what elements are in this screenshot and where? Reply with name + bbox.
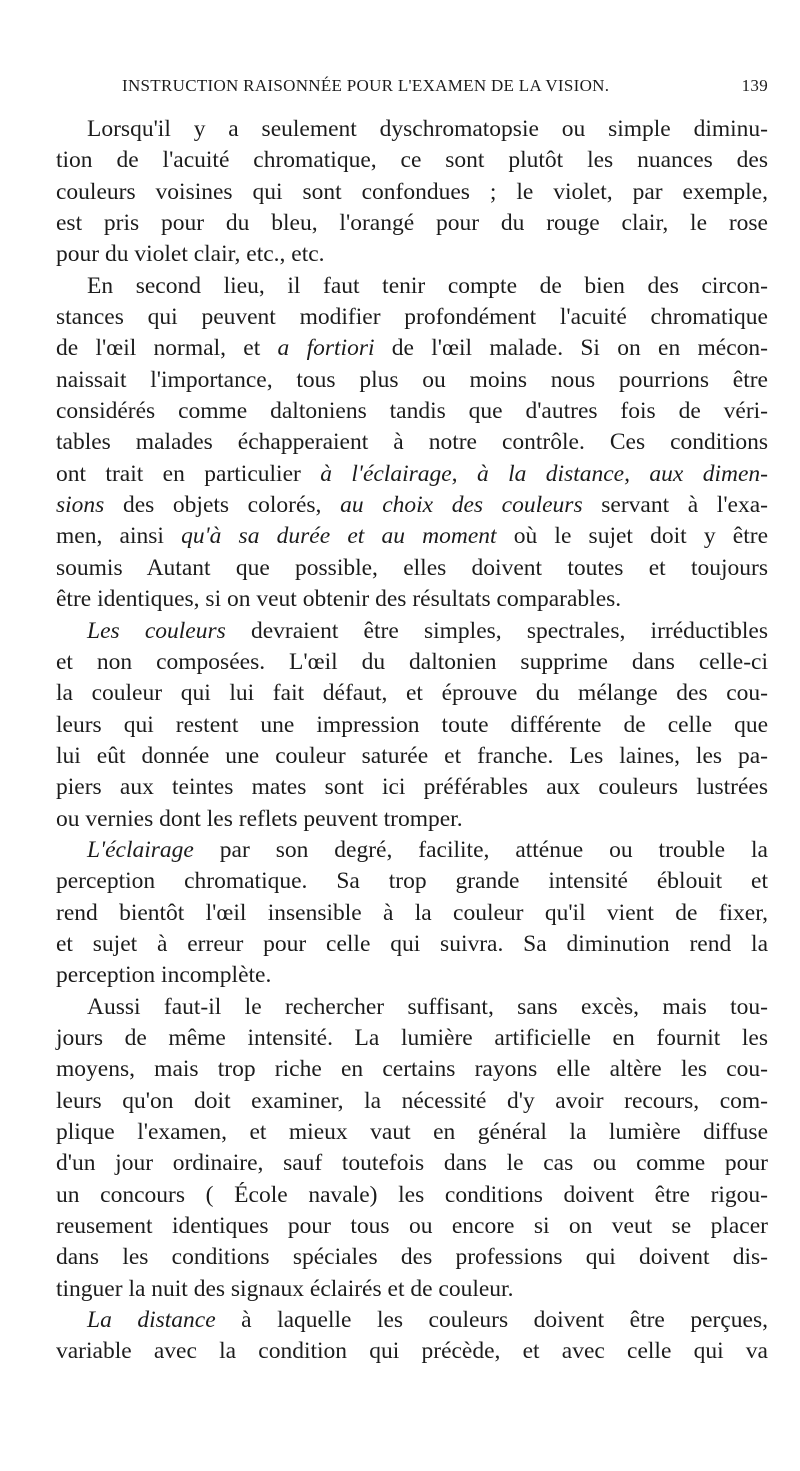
text-run: des objets colorés,	[104, 492, 341, 519]
italic-run: qu'à sa durée et au moment	[181, 523, 497, 550]
text-run: soumis Autant que possible, elles doivent toutes et toujours	[56, 554, 768, 581]
text-run: dans les conditions spéciales des professions qui doivent dis-	[56, 1244, 768, 1271]
text-run: et non composées. L'œil du daltonien supprime dans celle-ci	[56, 648, 768, 675]
text-line	[56, 772, 768, 803]
paragraph	[56, 992, 768, 1305]
page-number: 139	[741, 76, 768, 95]
text-line	[56, 208, 768, 239]
text-line	[56, 553, 768, 584]
text-run: où le sujet doit y être	[496, 523, 769, 550]
page-body	[56, 114, 768, 1368]
text-line	[56, 521, 768, 552]
text-run: considérés comme daltoniens tandis que d'autres fois de véri-	[56, 398, 768, 425]
text-run: servant à l'exa-	[582, 492, 768, 519]
text-line	[56, 898, 768, 929]
text-run: Aussi faut-il le rechercher suffisant, sans excès, mais tou-	[87, 993, 768, 1020]
text-run: Lorsqu'il y a seulement dyschromatopsie ou simple diminu-	[87, 116, 768, 142]
text-line	[56, 114, 768, 145]
text-run: devraient être simples, spectrales, irréductibles	[225, 617, 768, 644]
text-line	[56, 490, 768, 521]
text-line	[56, 1336, 768, 1367]
text-run: moyens, mais trop riche en certains rayons elle altère les cou-	[56, 1056, 768, 1083]
text-line	[56, 647, 768, 678]
text-line	[56, 145, 768, 176]
text-run: tinguer la nuit des signaux éclairés et de couleur.	[56, 1275, 514, 1302]
text-run: stances qui peuvent modifier profondément l'acuité chromatique	[56, 304, 768, 331]
italic-run: L'éclairage	[87, 836, 194, 863]
text-run: un concours ( École navale) les conditions doivent être rigou-	[56, 1181, 768, 1208]
text-line	[56, 396, 768, 427]
text-line	[56, 584, 768, 615]
text-line	[56, 992, 768, 1023]
text-run: perception chromatique. Sa trop grande intensité éblouit et	[56, 868, 768, 895]
text-run: pour du violet clair, etc., etc.	[56, 241, 325, 268]
paragraph	[56, 1305, 768, 1368]
text-run: perception incomplète.	[56, 962, 272, 989]
italic-run: sions	[56, 492, 105, 519]
text-run: ou vernies dont les reflets peuvent tromper.	[56, 805, 463, 832]
text-run: jours de même intensité. La lumière artificielle en fournit les	[56, 1024, 768, 1051]
text-run: naissait l'importance, tous plus ou moins nous pourrions être	[56, 366, 768, 393]
text-run: tables malades échapperaient à notre contrôle. Ces conditions	[56, 429, 768, 456]
text-run: la couleur qui lui fait défaut, et éprouve du mélange des cou-	[56, 680, 768, 707]
paragraph	[56, 835, 768, 992]
text-line	[56, 239, 768, 270]
text-line	[56, 678, 768, 709]
paragraph	[56, 616, 768, 835]
italic-run: au choix des couleurs	[340, 492, 583, 519]
text-line	[56, 710, 768, 741]
italic-run: à l'éclairage, à la distance, aux dimen-	[320, 460, 768, 487]
text-line	[56, 741, 768, 772]
text-line	[56, 1117, 768, 1148]
italic-run: La distance	[87, 1307, 216, 1334]
text-line	[56, 866, 768, 897]
text-line	[56, 1211, 768, 1242]
text-run: de l'œil normal, et	[56, 335, 278, 362]
text-line	[56, 804, 768, 835]
text-run: de l'œil malade. Si on en mécon-	[374, 335, 768, 362]
text-line	[56, 427, 768, 458]
text-run: variable avec la condition qui précède, et avec celle qui va	[56, 1338, 768, 1365]
text-line	[56, 835, 768, 866]
text-run: et sujet à erreur pour celle qui suivra. Sa diminution rend la	[56, 930, 768, 957]
text-line	[56, 271, 768, 302]
text-line	[56, 1305, 768, 1336]
text-run: piers aux teintes mates sont ici préférables aux couleurs lustrées	[56, 774, 768, 801]
text-line	[56, 1274, 768, 1305]
text-line	[56, 459, 768, 490]
text-line	[56, 333, 768, 364]
text-run: En second lieu, il faut tenir compte de bien des circon-	[87, 272, 768, 299]
text-run: men, ainsi	[56, 523, 182, 550]
paragraph	[56, 114, 768, 271]
paragraph	[56, 271, 768, 616]
text-run: reusement identiques pour tous ou encore si on veut se placer	[56, 1213, 768, 1240]
text-line	[56, 960, 768, 991]
text-line	[56, 1242, 768, 1273]
text-run: couleurs voisines qui sont confondues ; le violet, par exemple,	[56, 178, 768, 205]
text-line	[56, 1086, 768, 1117]
text-run: plique l'examen, et mieux vaut en général la lumière diffuse	[56, 1119, 768, 1145]
text-run: ont trait en particulier	[56, 460, 321, 487]
text-run: lui eût donnée une couleur saturée et franche. Les laines, les pa-	[56, 742, 768, 769]
page-header	[100, 76, 768, 104]
text-line	[56, 177, 768, 208]
text-run: par son degré, facilite, atténue ou trouble la	[193, 836, 768, 863]
text-line	[56, 616, 768, 647]
text-line	[56, 1023, 768, 1054]
text-line	[56, 1180, 768, 1211]
text-run: leurs qui restent une impression toute différente de celle que	[56, 711, 768, 738]
text-run: d'un jour ordinaire, sauf toutefois dans le cas ou comme pour	[56, 1150, 768, 1177]
text-line	[56, 929, 768, 960]
italic-run: a fortiori	[277, 335, 375, 362]
text-run: est pris pour du bleu, l'orangé pour du rouge clair, le rose	[56, 210, 768, 237]
text-line	[56, 302, 768, 333]
italic-run: Les couleurs	[87, 617, 226, 644]
text-line	[56, 1148, 768, 1179]
text-run: tion de l'acuité chromatique, ce sont plutôt les nuances des	[56, 147, 768, 174]
text-line	[56, 1054, 768, 1085]
text-run: être identiques, si on veut obtenir des résultats comparables.	[56, 586, 622, 613]
text-line	[56, 365, 768, 396]
text-run: rend bientôt l'œil insensible à la couleur qu'il vient de fixer,	[56, 899, 768, 926]
text-run: à laquelle les couleurs doivent être perçues,	[215, 1307, 768, 1334]
text-run: leurs qu'on doit examiner, la nécessité d'y avoir recours, com-	[56, 1087, 768, 1114]
running-title: INSTRUCTION RAISONNÉE POUR L'EXAMEN DE LA VISION.	[122, 76, 610, 95]
